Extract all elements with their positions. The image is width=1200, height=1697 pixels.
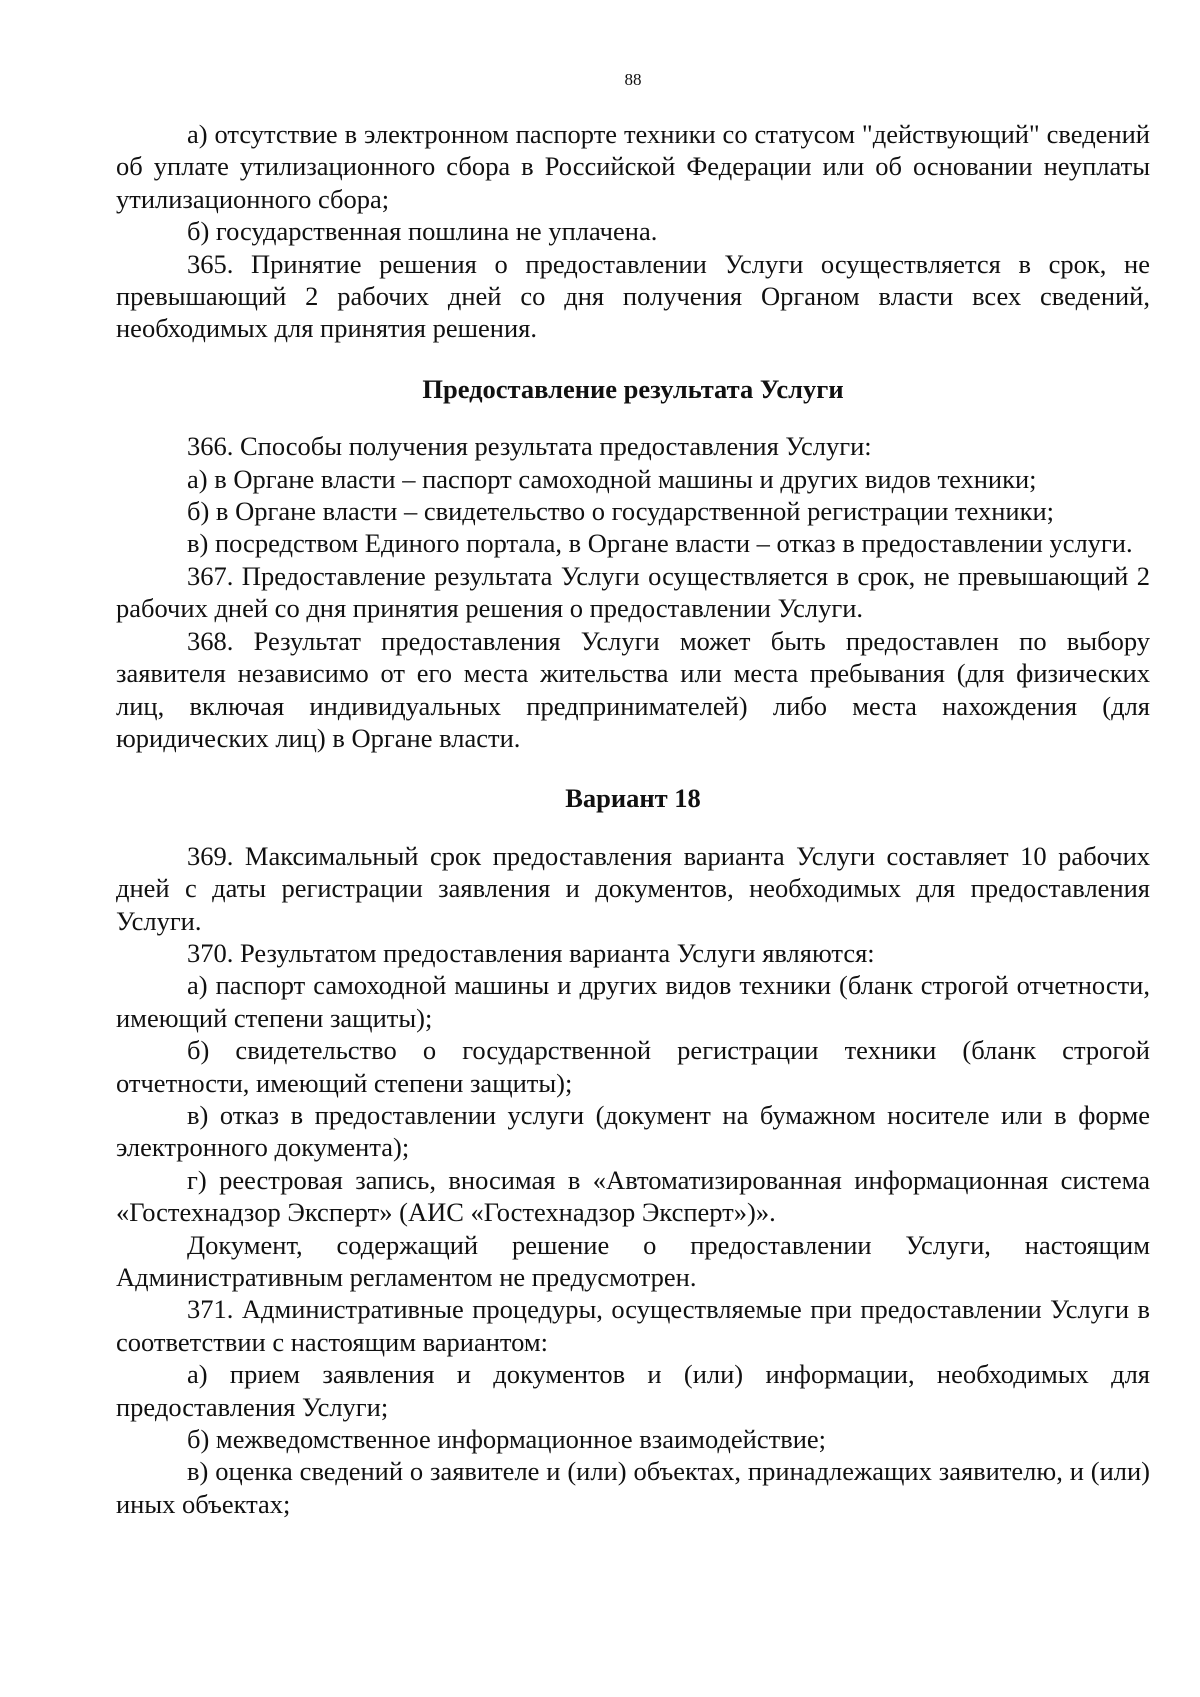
paragraph: б) в Органе власти – свидетельство о государственной регистрации техники;	[187, 496, 1055, 527]
paragraph: б) свидетельство о государственной регистрации техники (бланк строгой отчетности, имеющий степени защиты);	[116, 1035, 1150, 1098]
page-number: 88	[624, 70, 642, 89]
paragraph: а) паспорт самоходной машины и других видов техники (бланк строгой отчетности, имеющий степени защиты);	[116, 970, 1150, 1033]
paragraph: б) межведомственное информационное взаимодействие;	[187, 1424, 827, 1455]
paragraph: б) государственная пошлина не уплачена.	[187, 216, 658, 247]
paragraph: 367. Предоставление результата Услуги осуществляется в срок, не превышающий 2 рабочих дней со дня принятия решения о предоставлении Услуги.	[116, 560, 1150, 624]
section-heading: Предоставление результата Услуги	[422, 373, 844, 404]
paragraph: 368. Результат предоставления Услуги может быть предоставлен по выбору заявителя независимо от его места жительства или места пребывания (для физических лиц, включая индивидуальных предпринимателей) либо места нахождения (для юридических лиц) в Органе власти.	[116, 625, 1150, 753]
paragraph: а) отсутствие в электронном паспорте техники со статусом "действующий" сведений об уплате утилизационного сбора в Российской Федерации или об основании неуплаты утилизационного сбора;	[116, 119, 1150, 214]
document-body	[116, 118, 1150, 1520]
paragraph: 369. Максимальный срок предоставления варианта Услуги составляет 10 рабочих дней с даты регистрации заявления и документов, необходимых для предоставления Услуги.	[116, 840, 1150, 936]
paragraph: а) прием заявления и документов и (или) информации, необходимых для предоставления Услуги;	[116, 1359, 1150, 1422]
paragraph: в) посредством Единого портала, в Органе власти – отказ в предоставлении услуги.	[187, 528, 1133, 559]
variant-heading: Вариант 18	[565, 783, 701, 814]
paragraph: в) отказ в предоставлении услуги (документ на бумажном носителе или в форме электронного документа);	[116, 1099, 1150, 1163]
paragraph: 371. Административные процедуры, осуществляемые при предоставлении Услуги в соответствии с настоящим вариантом:	[116, 1294, 1150, 1357]
paragraph: а) в Органе власти – паспорт самоходной машины и других видов техники;	[187, 463, 1037, 494]
paragraph: г) реестровая запись, вносимая в «Автоматизированная информационная система «Гостехнадзор Эксперт» (АИС «Гостехнадзор Эксперт»)».	[116, 1164, 1150, 1228]
paragraph: 370. Результатом предоставления варианта Услуги являются:	[187, 937, 875, 968]
paragraph: 365. Принятие решения о предоставлении Услуги осуществляется в срок, не превышающий 2 рабочих дней со дня получения Органом власти всех сведений, необходимых для принятия решения.	[116, 248, 1150, 344]
paragraph: в) оценка сведений о заявителе и (или) объектах, принадлежащих заявителю, и (или) иных объектах;	[116, 1456, 1150, 1519]
paragraph: Документ, содержащий решение о предоставлении Услуги, настоящим Административным регламентом не предусмотрен.	[116, 1229, 1150, 1292]
paragraph: 366. Способы получения результата предоставления Услуги:	[187, 431, 872, 462]
